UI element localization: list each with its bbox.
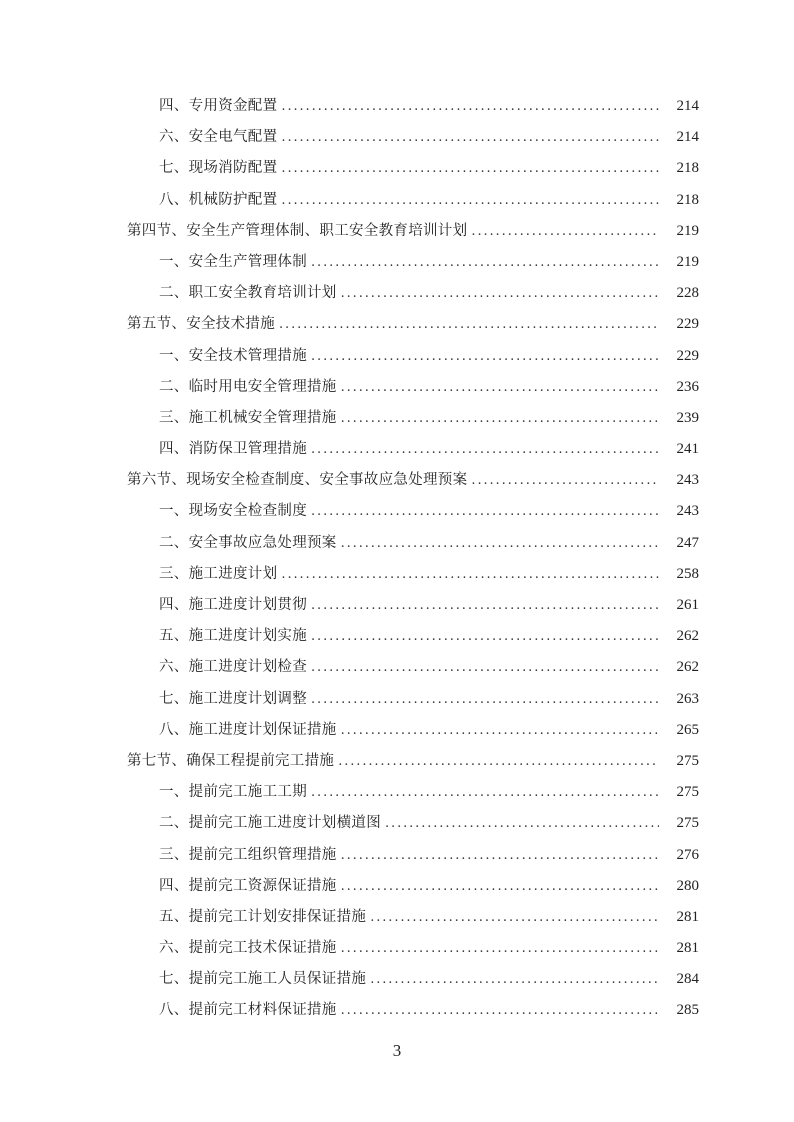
dot-leader xyxy=(341,372,659,403)
toc-entry-page: 263 xyxy=(676,690,699,707)
dot-leader xyxy=(341,995,659,1026)
toc-entry-page: 218 xyxy=(676,191,699,208)
toc-entry-page: 275 xyxy=(676,784,699,801)
toc-entry-page: 281 xyxy=(676,908,699,925)
toc-entry-title: 一、安全生产管理体制 xyxy=(159,253,307,270)
dot-leader xyxy=(311,341,659,372)
toc-entry-title: 四、施工进度计划贯彻 xyxy=(159,597,307,613)
toc-entry-title: 一、安全技术管理措施 xyxy=(159,347,307,364)
dot-leader xyxy=(281,185,659,216)
dot-leader xyxy=(281,153,659,184)
dot-leader xyxy=(370,964,659,995)
toc-entry[interactable] xyxy=(0,496,794,527)
toc-entry-page: 219 xyxy=(676,253,699,270)
toc-entry[interactable] xyxy=(0,933,794,964)
toc-entry-page: 236 xyxy=(676,378,699,395)
toc-entry[interactable] xyxy=(0,652,794,683)
toc-entry[interactable] xyxy=(0,434,794,465)
toc-entry-page: 280 xyxy=(676,877,699,894)
toc-entry-title: 一、提前完工施工工期 xyxy=(159,784,307,801)
toc-entry-page: 229 xyxy=(676,347,699,364)
toc-entry[interactable] xyxy=(0,185,794,216)
toc-entry[interactable] xyxy=(0,964,794,995)
dot-leader xyxy=(341,715,659,746)
toc-entry-page: 265 xyxy=(676,721,699,738)
toc-entry[interactable] xyxy=(0,684,794,715)
toc-entry[interactable] xyxy=(0,247,794,278)
toc-entry-page: 262 xyxy=(676,628,699,645)
toc-entry[interactable] xyxy=(0,559,794,590)
toc-entry-page: 228 xyxy=(676,285,699,302)
dot-leader xyxy=(311,777,659,808)
dot-leader xyxy=(341,840,659,871)
toc-entry-title: 第六节、现场安全检查制度、安全事故应急处理预案 xyxy=(127,472,468,489)
dot-leader xyxy=(341,278,659,309)
toc-entry[interactable] xyxy=(0,341,794,372)
toc-entry-page: 219 xyxy=(676,222,699,239)
toc-entry[interactable] xyxy=(0,840,794,871)
toc-entry-page: 285 xyxy=(676,1002,699,1019)
dot-leader xyxy=(341,933,659,964)
toc-entry[interactable] xyxy=(0,621,794,652)
toc-entry[interactable] xyxy=(0,403,794,434)
toc-entry[interactable] xyxy=(0,91,794,122)
toc-entry[interactable] xyxy=(0,871,794,902)
toc-entry[interactable] xyxy=(0,122,794,153)
dot-leader xyxy=(311,496,659,527)
toc-entry-title: 八、机械防护配置 xyxy=(159,191,278,208)
dot-leader xyxy=(338,746,659,777)
dot-leader xyxy=(370,902,659,933)
toc-entry-title: 二、临时用电安全管理措施 xyxy=(159,378,337,395)
toc-section-entry[interactable] xyxy=(0,465,794,496)
toc-entry-page: 214 xyxy=(676,98,699,114)
toc-entry-title: 八、施工进度计划保证措施 xyxy=(159,721,337,738)
toc-entry-page: 229 xyxy=(676,316,699,333)
toc-entry-page: 243 xyxy=(676,503,699,520)
toc-section-entry[interactable] xyxy=(0,216,794,247)
toc-entry-title: 四、消防保卫管理措施 xyxy=(159,441,307,458)
toc-entry[interactable] xyxy=(0,372,794,403)
toc-entry-title: 四、提前完工资源保证措施 xyxy=(159,877,337,894)
toc-entry-title: 三、提前完工组织管理措施 xyxy=(159,846,337,863)
toc-entry-page: 284 xyxy=(676,971,699,988)
toc-entry-page: 261 xyxy=(676,597,699,613)
toc-entry-title: 第五节、安全技术措施 xyxy=(127,316,275,333)
toc-entry-title: 七、提前完工施工人员保证措施 xyxy=(159,971,367,988)
toc-entry-page: 275 xyxy=(676,752,699,769)
toc-entry-page: 218 xyxy=(676,160,699,177)
dot-leader xyxy=(281,559,659,590)
toc-entry[interactable] xyxy=(0,777,794,808)
toc-entry-page: 243 xyxy=(676,472,699,489)
toc-entry-title: 八、提前完工材料保证措施 xyxy=(159,1002,337,1019)
toc-entry-title: 六、安全电气配置 xyxy=(159,129,278,146)
toc-entry-page: 276 xyxy=(676,846,699,863)
toc-entry-page: 262 xyxy=(676,659,699,676)
dot-leader xyxy=(311,247,659,278)
toc-entry-title: 一、现场安全检查制度 xyxy=(159,503,307,520)
toc-entry-page: 258 xyxy=(676,565,699,582)
toc-entry-page: 214 xyxy=(676,129,699,146)
toc-entry-title: 三、施工机械安全管理措施 xyxy=(159,409,337,426)
dot-leader xyxy=(311,590,659,621)
toc-entry-title: 五、施工进度计划实施 xyxy=(159,628,307,645)
toc-entry-title: 第四节、安全生产管理体制、职工安全教育培训计划 xyxy=(127,222,468,239)
dot-leader xyxy=(311,621,659,652)
dot-leader xyxy=(279,309,659,340)
toc-entry-page: 241 xyxy=(676,441,699,458)
toc-section-entry[interactable] xyxy=(0,309,794,340)
toc-entry[interactable] xyxy=(0,715,794,746)
toc-entry-title: 三、施工进度计划 xyxy=(159,565,278,582)
toc-entry-page: 281 xyxy=(676,940,699,957)
toc-entry-page: 275 xyxy=(676,815,699,832)
dot-leader xyxy=(341,403,659,434)
toc-entry[interactable] xyxy=(0,278,794,309)
dot-leader xyxy=(385,808,659,839)
toc-entry-title: 四、专用资金配置 xyxy=(159,98,278,114)
toc-section-entry[interactable] xyxy=(0,746,794,777)
table-of-contents xyxy=(0,91,794,1027)
toc-entry[interactable] xyxy=(0,808,794,839)
toc-entry-title: 七、施工进度计划调整 xyxy=(159,690,307,707)
page-number: 3 xyxy=(392,1041,402,1060)
toc-entry-title: 七、现场消防配置 xyxy=(159,160,278,177)
toc-entry-title: 第七节、确保工程提前完工措施 xyxy=(127,752,335,769)
dot-leader xyxy=(471,216,659,247)
toc-entry-title: 二、安全事故应急处理预案 xyxy=(159,534,337,551)
toc-entry[interactable] xyxy=(0,590,794,621)
toc-entry[interactable] xyxy=(0,995,794,1026)
toc-entry-title: 二、提前完工施工进度计划横道图 xyxy=(159,815,381,832)
toc-entry[interactable] xyxy=(0,153,794,184)
dot-leader xyxy=(281,91,659,122)
toc-entry-title: 五、提前完工计划安排保证措施 xyxy=(159,908,367,925)
dot-leader xyxy=(341,871,659,902)
dot-leader xyxy=(311,652,659,683)
toc-entry-title: 六、提前完工技术保证措施 xyxy=(159,940,337,957)
toc-entry[interactable] xyxy=(0,528,794,559)
toc-entry[interactable] xyxy=(0,902,794,933)
dot-leader xyxy=(341,528,659,559)
toc-entry-title: 六、施工进度计划检查 xyxy=(159,659,307,676)
dot-leader xyxy=(311,434,659,465)
toc-entry-title: 二、职工安全教育培训计划 xyxy=(159,285,337,302)
dot-leader xyxy=(311,684,659,715)
dot-leader xyxy=(281,122,659,153)
toc-entry-page: 239 xyxy=(676,409,699,426)
toc-entry-page: 247 xyxy=(676,534,699,551)
dot-leader xyxy=(471,465,659,496)
